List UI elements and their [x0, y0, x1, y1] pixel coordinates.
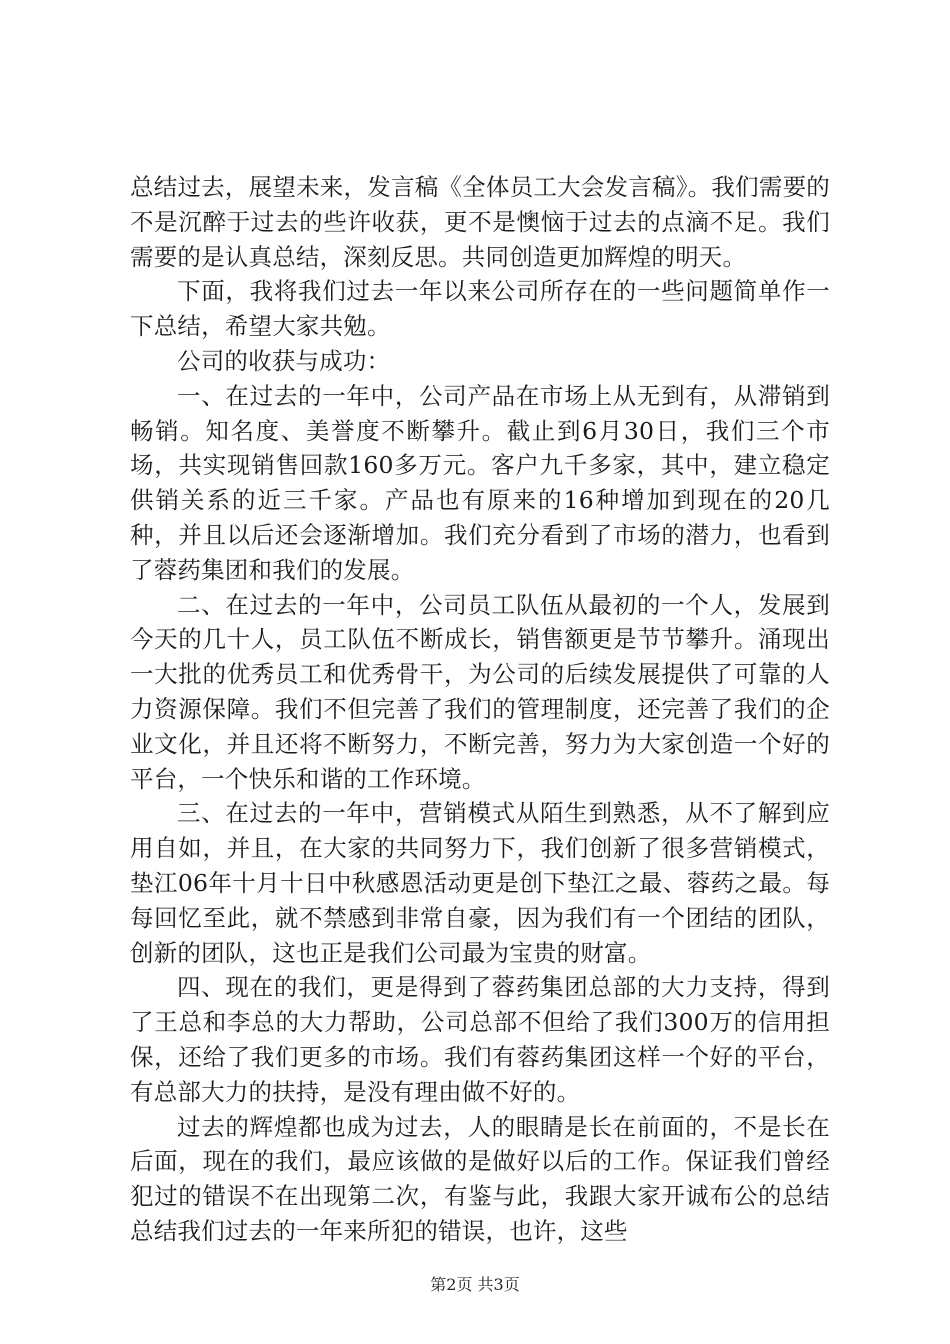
- paragraph-point-2: 二、在过去的一年中，公司员工队伍从最初的一个人，发展到今天的几十人，员工队伍不断成长，销售额更是节节攀升。涌现出一大批的优秀员工和优秀骨干，为公司的后续发展提供了可靠的人力资源保障。我们不但完善了我们的管理制度，还完善了我们的企业文化，并且还将不断努力，不断完善，努力为大家创造一个好的平台，一个快乐和谐的工作环境。: [130, 590, 830, 793]
- paragraph-summary-intro: 下面，我将我们过去一年以来公司所存在的一些问题简单作一下总结，希望大家共勉。: [130, 277, 830, 341]
- paragraph-closing: 过去的辉煌都也成为过去，人的眼睛是长在前面的，不是长在后面，现在的我们，最应该做的是做好以后的工作。保证我们曾经犯过的错误不在出现第二次，有鉴与此，我跟大家开诚布公的总结总结我们过去的一年来所犯的错误，也许，这些: [130, 1112, 830, 1245]
- paragraph-point-1: 一、在过去的一年中，公司产品在市场上从无到有，从滞销到畅销。知名度、美誉度不断攀升。截止到6月30日，我们三个市场，共实现销售回款160多万元。客户九千多家，其中，建立稳定供销关系的近三千家。产品也有原来的16种增加到现在的20几种，并且以后还会逐渐增加。我们充分看到了市场的潜力，也看到了蓉药集团和我们的发展。: [130, 381, 830, 584]
- paragraph-intro: 总结过去，展望未来，发言稿《全体员工大会发言稿》。我们需要的不是沉醉于过去的些许收获，更不是懊恼于过去的点滴不足。我们需要的是认真总结，深刻反思。共同创造更加辉煌的明天。: [130, 173, 830, 271]
- paragraph-point-3: 三、在过去的一年中，营销模式从陌生到熟悉，从不了解到应用自如，并且，在大家的共同努力下，我们创新了很多营销模式，垫江06年十月十日中秋感恩活动更是创下垫江之最、蓉药之最。每每回忆至此，就不禁感到非常自豪，因为我们有一个团结的团队，创新的团队，这也正是我们公司最为宝贵的财富。: [130, 799, 830, 967]
- page-footer: 第2页 共3页: [430, 1275, 520, 1294]
- paragraph-point-4: 四、现在的我们，更是得到了蓉药集团总部的大力支持，得到了王总和李总的大力帮助，公司总部不但给了我们300万的信用担保，还给了我们更多的市场。我们有蓉药集团这样一个好的平台，有总部大力的扶持，是没有理由做不好的。: [130, 973, 830, 1106]
- body-text: [130, 170, 830, 1249]
- paragraph-heading-gains: 公司的收获与成功：: [177, 346, 391, 375]
